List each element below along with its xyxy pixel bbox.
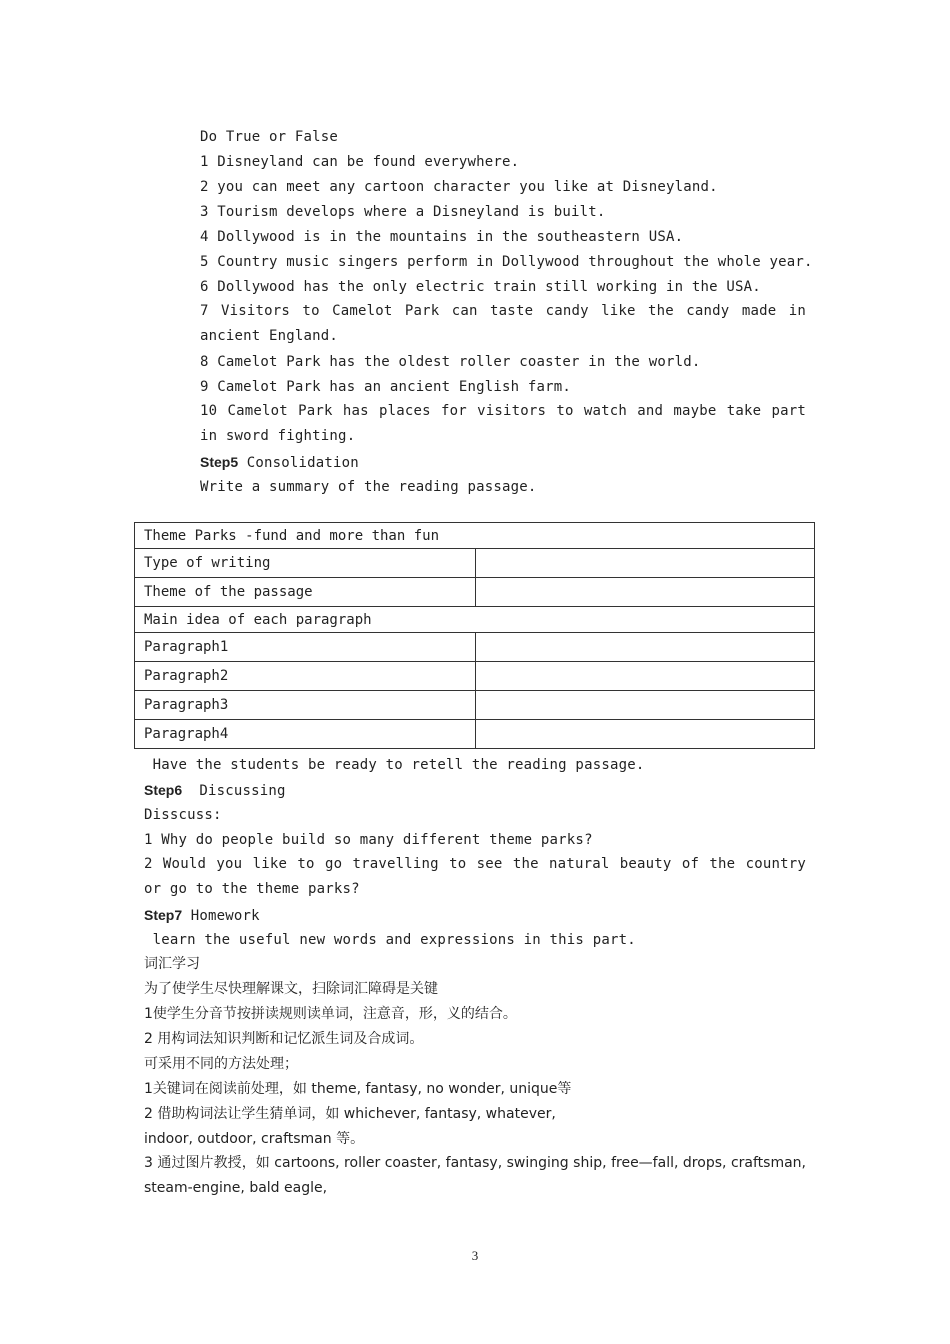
step6-line — [144, 780, 286, 801]
paragraph-4-answer — [476, 720, 815, 749]
step6-title: Discussing — [182, 783, 286, 799]
tf-item-3: 3 Tourism develops where a Disneyland is built. — [200, 204, 606, 220]
vocab-method-2a: 2 借助构词法让学生猜单词，如 whichever, fantasy, whatever, — [144, 1106, 556, 1122]
step7-line — [144, 905, 260, 926]
vocab-point-1: 1使学生分音节按拼读规则读单词，注意音，形，义的结合。 — [144, 1006, 517, 1022]
tf-item-5: 5 Country music singers perform in Dollywood throughout the whole year. — [200, 254, 813, 270]
step5-title: Consolidation — [238, 455, 359, 471]
discuss-question-2: 2 Would you like to go travelling to see the natural beauty of the country or go to the theme parks? — [144, 856, 806, 897]
step7-title: Homework — [182, 908, 260, 924]
true-false-heading: Do True or False — [200, 129, 339, 145]
main-idea-label: Main idea of each paragraph — [135, 607, 815, 633]
theme-label: Theme of the passage — [135, 578, 476, 607]
table-row — [135, 720, 815, 749]
paragraph-3-answer — [476, 691, 815, 720]
tf-item-4: 4 Dollywood is in the mountains in the southeastern USA. — [200, 229, 684, 245]
page-number: 3 — [471, 1248, 479, 1263]
vocab-heading: 词汇学习 — [144, 956, 200, 972]
tf-item-1: 1 Disneyland can be found everywhere. — [200, 154, 520, 170]
table-row — [135, 549, 815, 578]
paragraph-2-label: Paragraph2 — [135, 662, 476, 691]
table-row — [135, 662, 815, 691]
table-row — [135, 691, 815, 720]
type-of-writing-label: Type of writing — [135, 549, 476, 578]
homework-text: learn the useful new words and expressions in this part. — [144, 932, 636, 948]
vocab-intro: 为了使学生尽快理解课文，扫除词汇障碍是关键 — [144, 981, 438, 997]
theme-answer — [476, 578, 815, 607]
vocab-method-3: 3 通过图片教授，如 cartoons, roller coaster, fantasy, swinging ship, free—fall, drops, craftsman, steam-engine, bald eagle, — [144, 1155, 806, 1196]
paragraph-4-label: Paragraph4 — [135, 720, 476, 749]
table-row — [135, 607, 815, 633]
table-row — [135, 523, 815, 549]
paragraph-1-label: Paragraph1 — [135, 633, 476, 662]
tf-item-7: 7 Visitors to Camelot Park can taste candy like the candy made in ancient England. — [200, 303, 806, 344]
tf-item-10: 10 Camelot Park has places for visitors to watch and maybe take part in sword fighting. — [200, 403, 806, 444]
vocab-method-1: 1关键词在阅读前处理，如 theme, fantasy, no wonder, unique等 — [144, 1081, 572, 1097]
tf-item-9: 9 Camelot Park has an ancient English farm. — [200, 379, 572, 395]
type-of-writing-answer — [476, 549, 815, 578]
vocab-methods: 可采用不同的方法处理； — [144, 1056, 298, 1072]
paragraph-2-answer — [476, 662, 815, 691]
vocab-point-2: 2 用构词法知识判断和记忆派生词及合成词。 — [144, 1031, 424, 1047]
table-row — [135, 578, 815, 607]
step5-label: Step5 — [200, 454, 239, 470]
tf-item-6: 6 Dollywood has the only electric train still working in the USA. — [200, 279, 761, 295]
step5-instruction: Write a summary of the reading passage. — [200, 479, 537, 495]
paragraph-1-answer — [476, 633, 815, 662]
step6-label: Step6 — [144, 782, 183, 798]
step5-line — [200, 452, 359, 473]
vocab-method-2b: indoor, outdoor, craftsman 等。 — [144, 1131, 365, 1147]
summary-table — [134, 522, 815, 749]
step7-label: Step7 — [144, 907, 183, 923]
tf-item-8: 8 Camelot Park has the oldest roller coaster in the world. — [200, 354, 701, 370]
paragraph-3-label: Paragraph3 — [135, 691, 476, 720]
tf-item-2: 2 you can meet any cartoon character you like at Disneyland. — [200, 179, 718, 195]
discuss-question-1: 1 Why do people build so many different theme parks? — [144, 832, 593, 848]
retell-instruction: Have the students be ready to retell the reading passage. — [144, 757, 645, 773]
table-row — [135, 633, 815, 662]
discuss-label: Disscuss: — [144, 807, 222, 823]
table-title-cell: Theme Parks -fund and more than fun — [135, 523, 815, 549]
